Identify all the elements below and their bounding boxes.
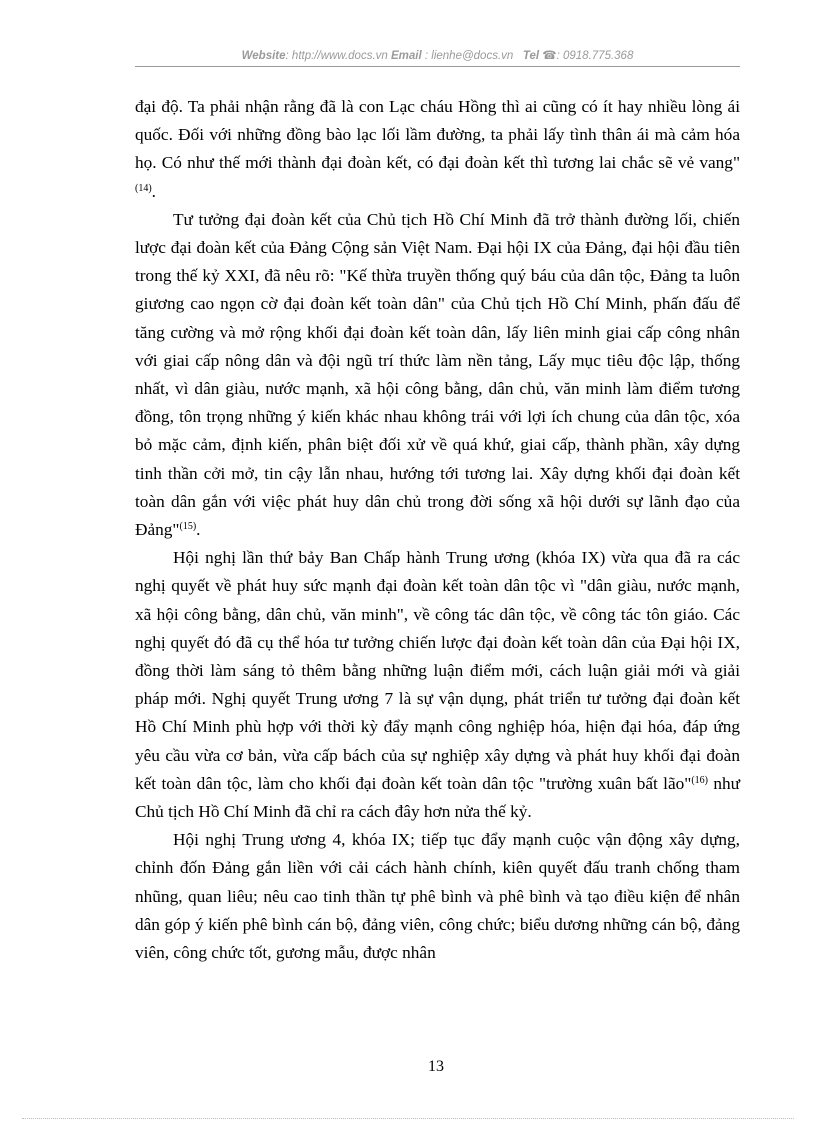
footnote-ref: (16) [691, 774, 708, 786]
email-label: Email [391, 50, 422, 62]
paragraph-2 [135, 206, 740, 544]
paragraph-text: Hội nghị lần thứ bảy Ban Chấp hành Trung ương (khóa IX) vừa qua đã ra các nghị quyết về phát huy sức mạnh đại đoàn kết toàn dân tộc vì "dân giàu, nước mạnh, xã hội công bằng, dân chủ, văn minh", về công tác dân tộc, về công tác tôn giáo. Các nghị quyết đó đã cụ thể hóa tư tưởng chiến lược đại đoàn kết toàn dân của Đại hội IX, đồng thời làm sáng tỏ thêm bằng những luận điểm mới, cách luận giải mới và giải pháp mới. Nghị quyết Trung ương 7 là sự vận dụng, phát triển tư tưởng đại đoàn kết Hồ Chí Minh phù hợp với thời kỳ đẩy mạnh công nghiệp hóa, hiện đại hóa, đáp ứng yêu cầu vừa cơ bản, vừa cấp bách của sự nghiệp xây dựng và phát huy khối đại đoàn kết toàn dân tộc, làm cho khối đại đoàn kết toàn dân tộc "trường xuân bất lão" [135, 548, 740, 793]
paragraph-tail: như Chủ tịch Hồ Chí Minh đã chỉ ra cách đây hơn nửa thế kỷ. [135, 773, 740, 822]
tel-label: Tel [522, 50, 540, 62]
paragraph-text: đại độ. Ta phải nhận rằng đã là con Lạc cháu Hồng thì ai cũng có ít hay nhiều lòng ái quốc. Đối với những đồng bào lạc lối lầm đường, ta phải lấy tình thân ái mà cảm hóa họ. Có như thế mới thành đại đoàn kết, có đại đoàn kết thì tương lai chắc sẽ vẻ vang" [135, 97, 740, 173]
page-bottom-border [22, 1118, 794, 1119]
tel-value: : 0918.775.368 [556, 50, 634, 62]
footnote-ref: (14) [135, 182, 152, 194]
paragraph-3 [135, 544, 740, 826]
footnote-ref: (15) [179, 521, 197, 533]
paragraph-text: Hội nghị Trung ương 4, khóa IX; tiếp tục đẩy mạnh cuộc vận động xây dựng, chỉnh đốn Đảng gắn liền với cải cách hành chính, kiên quyết đấu tranh chống tham nhũng, quan liêu; nêu cao tinh thần tự phê bình và phê bình và tạo điều kiện để nhân dân góp ý kiến phê bình cán bộ, đảng viên, công chức; biểu dương những cán bộ, đảng viên, công chức tốt, gương mẫu, được nhân [135, 830, 740, 963]
page-number: 13 [428, 1058, 444, 1075]
document-body [135, 93, 740, 967]
email-value[interactable]: : lienhe@docs.vn [424, 50, 514, 62]
paragraph-tail: . [196, 520, 201, 540]
header-divider [135, 66, 740, 67]
paragraph-text: Tư tưởng đại đoàn kết của Chủ tịch Hồ Chí Minh đã trở thành đường lối, chiến lược đại đoàn kết của Đảng Cộng sản Việt Nam. Đại hội IX của Đảng, đại hội đầu tiên trong thế kỷ XXI, đã nêu rõ: "Kế thừa truyền thống quý báu của dân tộc, Đảng ta luôn giương cao ngọn cờ đại đoàn kết toàn dân" của Chủ tịch Hồ Chí Minh, phấn đấu để tăng cường và mở rộng khối đại đoàn kết toàn dân, lấy liên minh giai cấp công nhân với giai cấp nông dân và đội ngũ trí thức làm nền tảng, Lấy mục tiêu độc lập, thống nhất, vì dân giàu, nước mạnh, xã hội công bằng, dân chủ, văn minh làm điểm tương đồng, tôn trọng những ý kiến khác nhau không trái với lợi ích chung của dân tộc, xóa bỏ mặc cảm, định kiến, phân biệt đối xử về quá khứ, giai cấp, thành phần, xây dựng tinh thần cởi mở, tin cậy lẫn nhau, hướng tới tương lai. Xây dựng khối đại đoàn kết toàn dân gắn với việc phát huy dân chủ trong đời sống xã hội dưới sự lãnh đạo của Đảng" [135, 209, 740, 540]
paragraph-4 [135, 826, 740, 967]
website-value[interactable]: : http://www.docs.vn [285, 50, 388, 62]
website-label: Website [241, 50, 286, 62]
paragraph-1 [135, 93, 740, 206]
phone-icon: ☎ [542, 50, 557, 62]
paragraph-tail: . [151, 181, 156, 201]
page-header [135, 48, 740, 62]
